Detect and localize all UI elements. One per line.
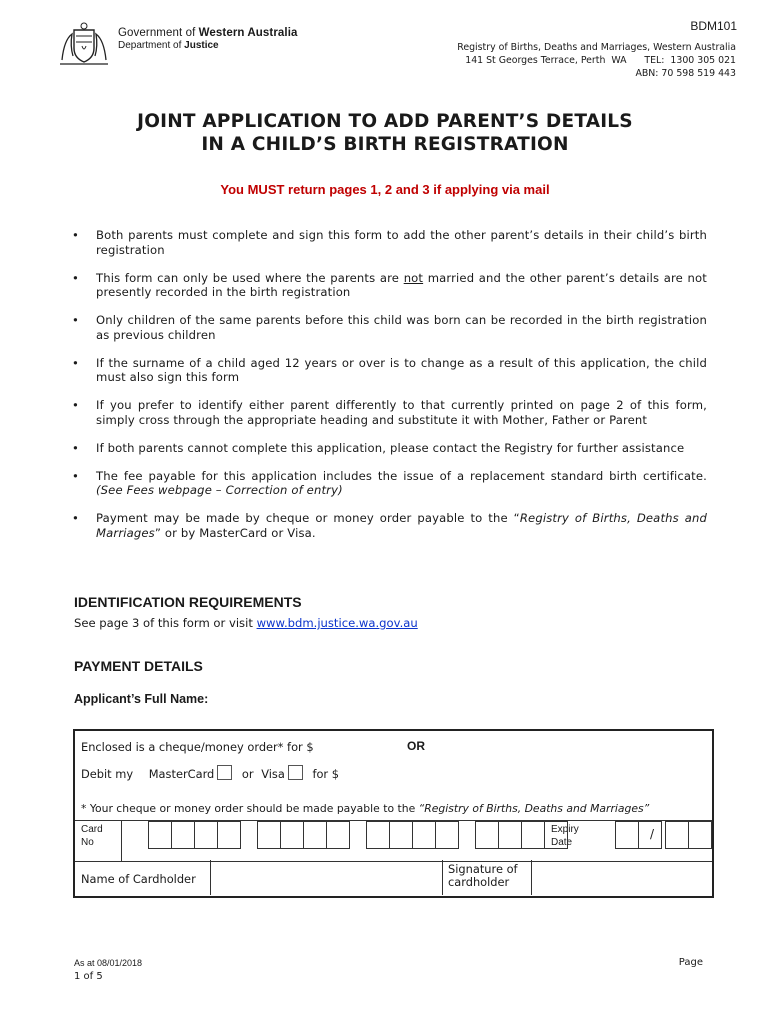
- card-digit-box[interactable]: [412, 821, 436, 849]
- card-number-row: [75, 820, 712, 862]
- signature-label: Signature of cardholder: [448, 862, 518, 889]
- identification-heading: IDENTIFICATION REQUIREMENTS: [74, 594, 302, 610]
- list-item: • Both parents must complete and sign this form to add the other parent’s details in their child’s birth registration: [72, 228, 707, 257]
- list-item: • If you prefer to identify either parent differently to that currently printed on page 2 of this form, simply cross through the appropriate heading and substitute it with Mother, Father or Parent: [72, 398, 707, 427]
- government-name: Government of Western Australia: [118, 27, 298, 39]
- department-name: Department of Justice: [118, 40, 219, 51]
- visa-checkbox[interactable]: [288, 765, 303, 780]
- card-digit-box[interactable]: [475, 821, 499, 849]
- name-of-cardholder-label: Name of Cardholder: [81, 872, 196, 886]
- card-digit-box[interactable]: [194, 821, 218, 849]
- wa-government-crest-logo: [58, 22, 110, 66]
- enclosed-label: Enclosed is a cheque/money order* for $: [81, 740, 314, 754]
- applicant-name-label: Applicant’s Full Name:: [74, 692, 209, 706]
- card-digit-box[interactable]: [498, 821, 522, 849]
- card-digit-box[interactable]: [389, 821, 413, 849]
- card-digit-box[interactable]: [280, 821, 304, 849]
- bullet-icon: •: [72, 313, 79, 327]
- expiry-label: Expiry Date: [551, 824, 579, 848]
- expiry-digit-box[interactable]: [688, 821, 712, 849]
- payment-box: [73, 729, 714, 898]
- footer-page-label: Page: [678, 957, 703, 968]
- cardholder-name-input[interactable]: [210, 860, 443, 895]
- footer-date: As at 08/01/2018 1 of 5: [74, 958, 143, 982]
- bullet-icon: •: [72, 398, 79, 412]
- or-label: OR: [407, 739, 425, 753]
- title-line-1: JOINT APPLICATION TO ADD PARENT’S DETAILS: [137, 111, 633, 132]
- list-item: • If both parents cannot complete this application, please contact the Registry for further assistance: [72, 440, 685, 455]
- card-digit-box[interactable]: [303, 821, 327, 849]
- card-no-label: Card No: [81, 824, 103, 848]
- card-digit-box[interactable]: [544, 821, 568, 849]
- registry-address: [457, 41, 736, 80]
- expiry-slash: /: [650, 827, 655, 841]
- card-digit-box[interactable]: [171, 821, 195, 849]
- expiry-digit-box[interactable]: [638, 821, 662, 849]
- page-title: [0, 110, 770, 156]
- payable-note: * Your cheque or money order should be made payable to the “Registry of Births, Deaths and Marriages”: [81, 802, 650, 815]
- card-digit-box[interactable]: [366, 821, 390, 849]
- expiry-digit-box[interactable]: [665, 821, 689, 849]
- instruction-list: [72, 228, 707, 554]
- list-item: • Payment may be made by cheque or money order payable to the “Registry of Births, Deaths and Marriages” or by MasterCard or Visa.: [72, 511, 707, 540]
- bullet-icon: •: [72, 270, 79, 285]
- list-item: • The fee payable for this application includes the issue of a replacement standard birth certificate. (See Fees webpage – Correction of entry): [72, 468, 707, 497]
- form-code: BDM101: [690, 19, 737, 33]
- bdm-website-link[interactable]: www.bdm.justice.wa.gov.au: [256, 616, 418, 630]
- registry-name: Registry of Births, Deaths and Marriages, Western Australia: [457, 42, 736, 53]
- bullet-icon: •: [72, 440, 79, 455]
- list-item: • This form can only be used where the parents are not married and the other parent’s details are not presently recorded in the birth registration: [72, 270, 707, 299]
- registry-street-tel: 141 St Georges Terrace, Perth WA TEL: 1300 305 021: [465, 55, 736, 66]
- identification-text: See page 3 of this form or visit www.bdm.justice.wa.gov.au: [74, 616, 418, 630]
- card-digit-box[interactable]: [326, 821, 350, 849]
- list-item: • Only children of the same parents before this child was born can be recorded in the birth registration as previous children: [72, 313, 707, 342]
- card-digit-box[interactable]: [217, 821, 241, 849]
- bullet-icon: •: [72, 355, 79, 370]
- cardholder-signature-field[interactable]: [531, 860, 713, 895]
- bullet-icon: •: [72, 228, 79, 242]
- bullet-icon: •: [72, 468, 79, 483]
- card-digit-box[interactable]: [435, 821, 459, 849]
- title-line-2: IN A CHILD’S BIRTH REGISTRATION: [201, 134, 569, 155]
- bullet-icon: •: [72, 511, 79, 525]
- card-digit-box[interactable]: [257, 821, 281, 849]
- mastercard-checkbox[interactable]: [217, 765, 232, 780]
- card-digit-box[interactable]: [148, 821, 172, 849]
- cardholder-row: [75, 860, 712, 896]
- list-item: • If the surname of a child aged 12 years or over is to change as a result of this application, the child must also sign this form: [72, 355, 707, 384]
- registry-abn: ABN: 70 598 519 443: [635, 68, 736, 79]
- card-digit-box[interactable]: [521, 821, 545, 849]
- payment-heading: PAYMENT DETAILS: [74, 658, 203, 674]
- must-return-notice: You MUST return pages 1, 2 and 3 if applying via mail: [220, 182, 550, 197]
- debit-row: Debit my MasterCard or Visa for $: [81, 767, 339, 781]
- expiry-digit-box[interactable]: [615, 821, 639, 849]
